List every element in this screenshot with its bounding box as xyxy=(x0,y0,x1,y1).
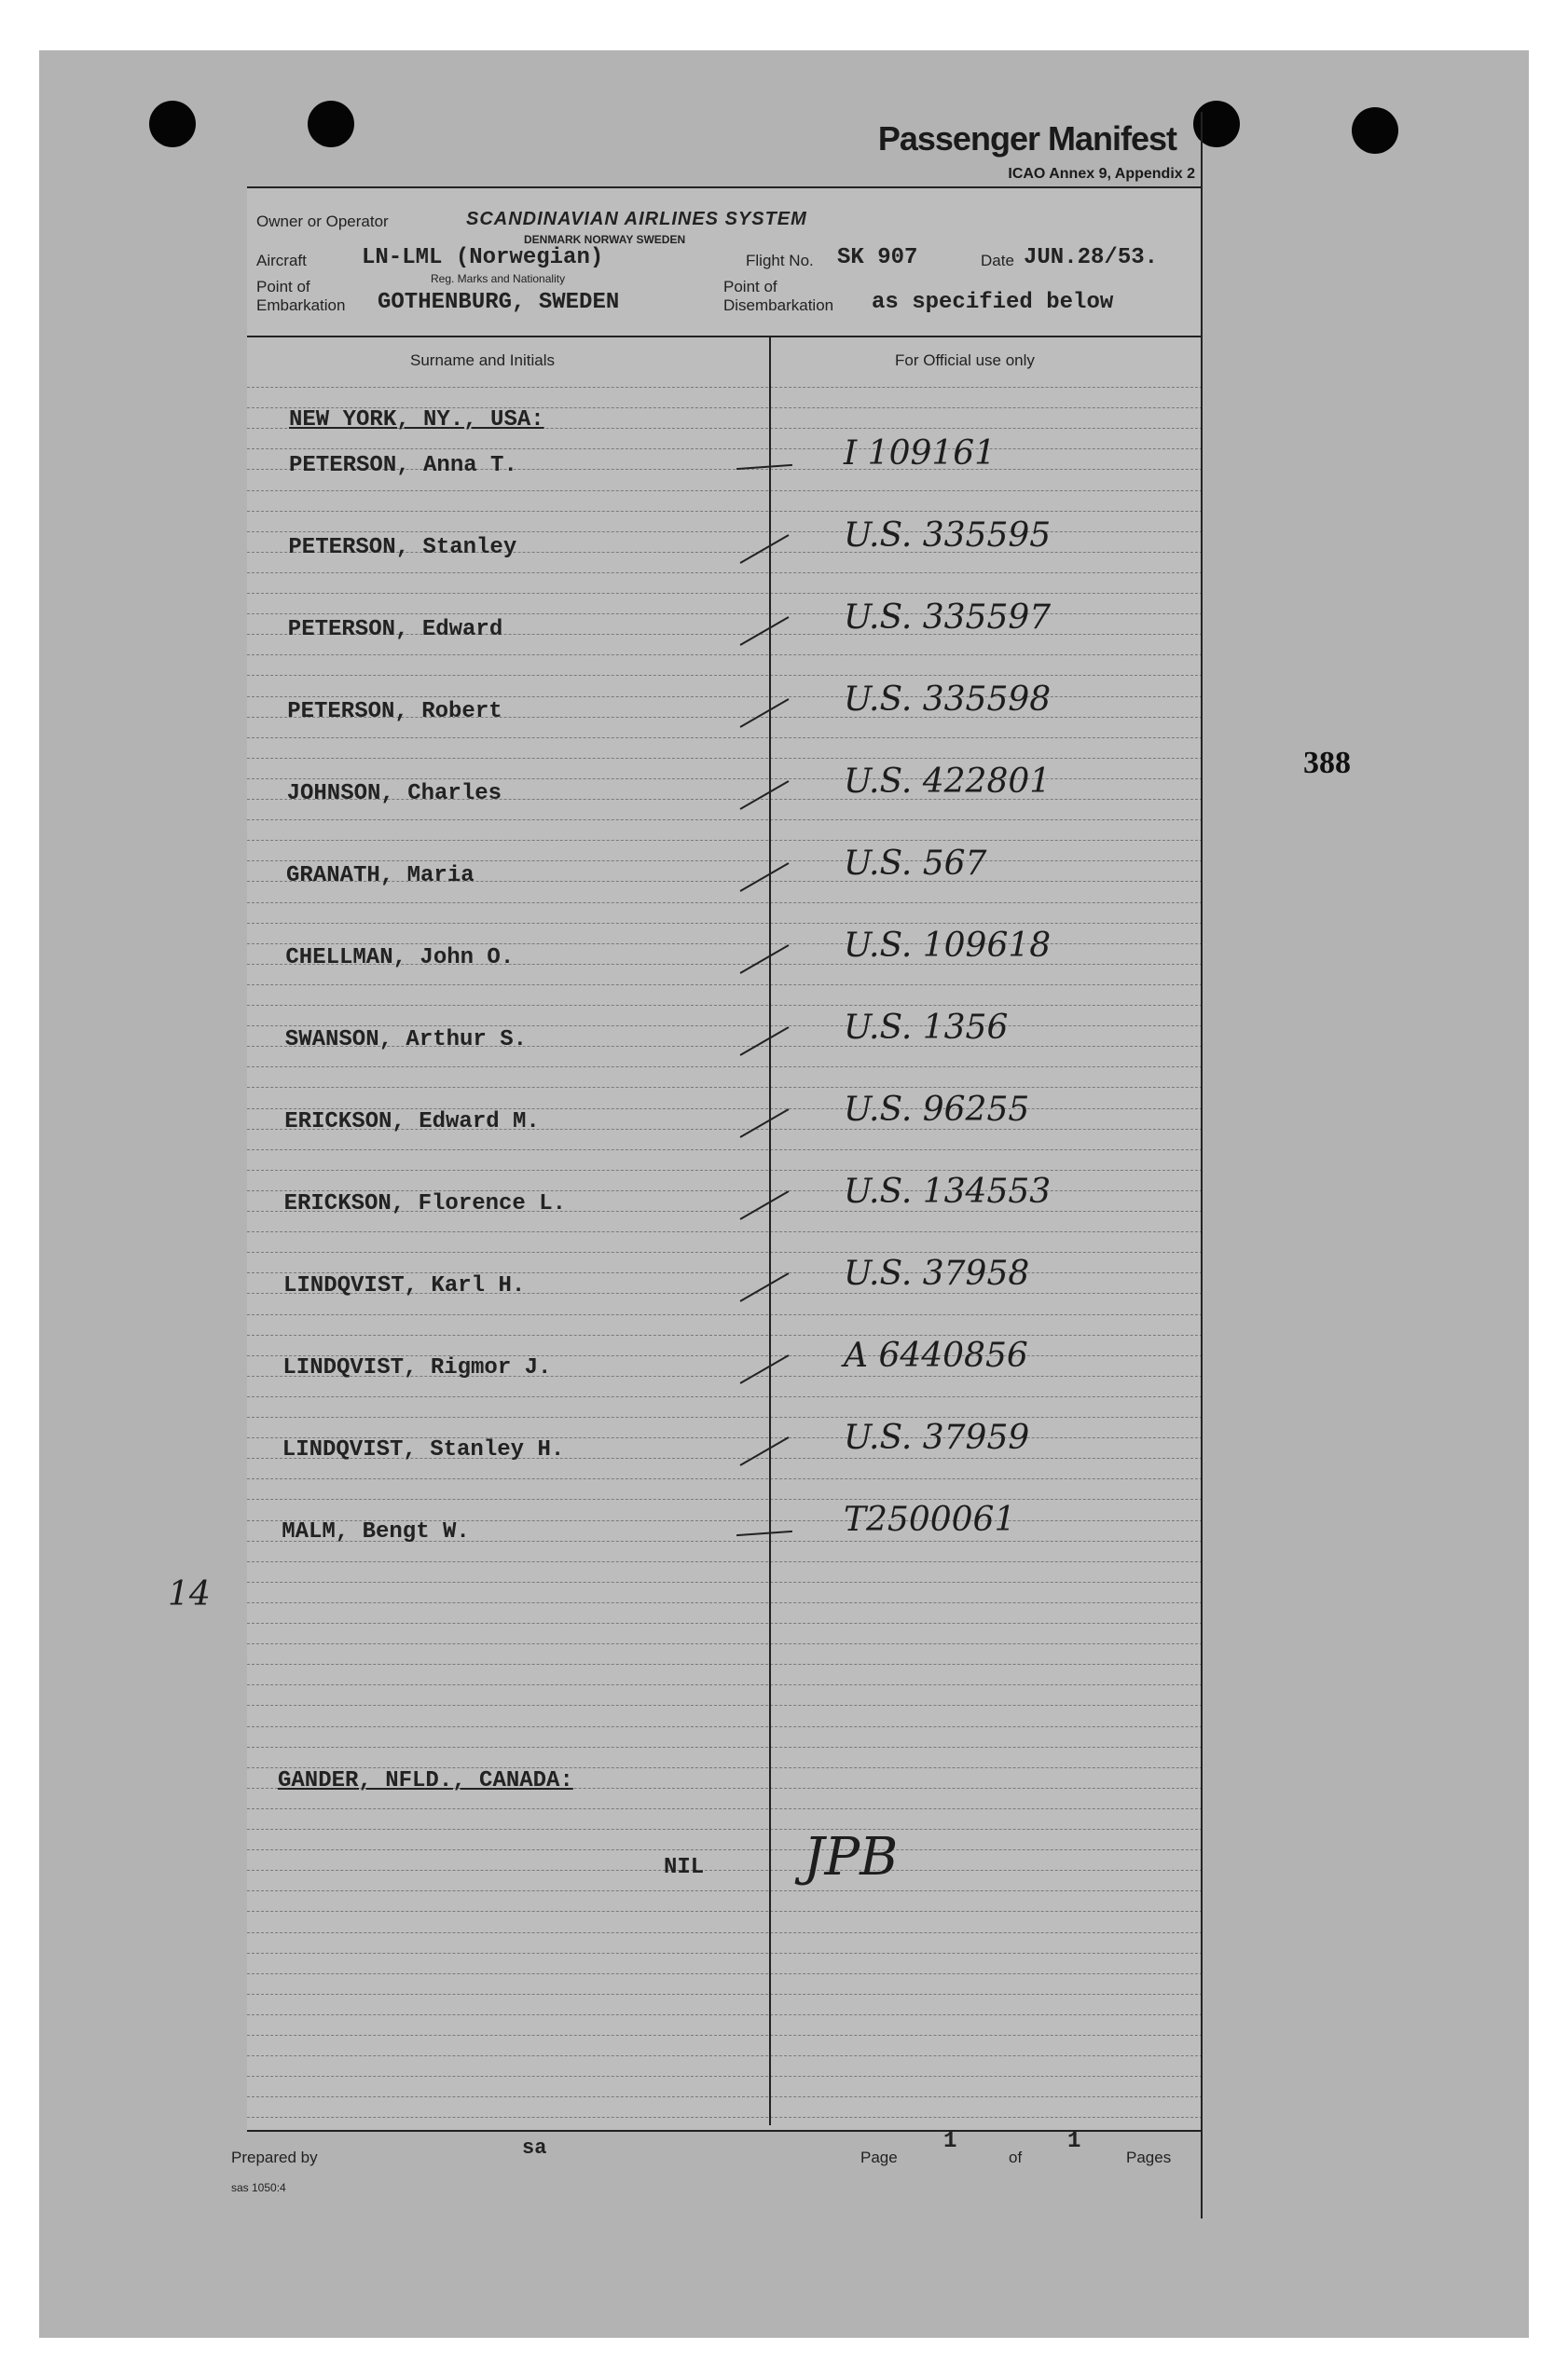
official-entry: U.S. 1356 xyxy=(844,1009,1009,1047)
ruling-line xyxy=(247,1870,1203,1871)
aircraft-value: LN-LML (Norwegian) xyxy=(362,245,604,270)
ruling-line xyxy=(247,1808,1203,1809)
ruling-line xyxy=(247,2055,1203,2056)
of-value: 1 xyxy=(1067,2129,1081,2154)
passenger-name: CHELLMAN, John O. xyxy=(285,945,515,970)
official-entry: U.S. 96255 xyxy=(844,1091,1030,1129)
page-value: 1 xyxy=(943,2129,957,2154)
section-heading-new-york: NEW YORK, NY., USA: xyxy=(289,407,544,433)
ruling-line xyxy=(247,1396,1203,1397)
ruling-line xyxy=(247,1170,1203,1171)
ruling-line xyxy=(247,1684,1203,1685)
passenger-name: LINDQVIST, Karl H. xyxy=(283,1273,526,1298)
official-entry: I 109161 xyxy=(844,434,997,473)
ruling-line xyxy=(247,1705,1203,1706)
header-bottom-rule xyxy=(247,336,1203,337)
disembark-label-1: Point of xyxy=(723,278,777,295)
ruling-line xyxy=(247,923,1203,924)
ruling-line xyxy=(247,490,1203,491)
official-entry: U.S. 335595 xyxy=(844,516,1052,555)
ruling-line xyxy=(247,758,1203,759)
owner-value: SCANDINAVIAN AIRLINES SYSTEM xyxy=(466,209,807,229)
flight-label: Flight No. xyxy=(746,252,814,269)
ruling-line xyxy=(247,1911,1203,1912)
ruling-line xyxy=(247,572,1203,573)
ruling-line xyxy=(247,1932,1203,1933)
ruling-line xyxy=(247,984,1203,985)
passenger-name: LINDQVIST, Stanley H. xyxy=(282,1437,565,1463)
official-entry: U.S. 335597 xyxy=(844,598,1052,637)
form-code: sas 1050:4 xyxy=(231,2181,286,2194)
prepared-by-label: Prepared by xyxy=(231,2149,318,2166)
aircraft-note: Reg. Marks and Nationality xyxy=(431,272,566,285)
disembark-value: as specified below xyxy=(872,290,1114,315)
section-heading-gander: GANDER, NFLD., CANADA: xyxy=(278,1768,573,1793)
punch-hole xyxy=(308,101,354,147)
ruling-line xyxy=(247,448,1203,449)
official-entry: U.S. 422801 xyxy=(844,762,1052,801)
ruling-line xyxy=(247,593,1203,594)
passenger-name: ERICKSON, Florence L. xyxy=(283,1191,567,1216)
official-entry: U.S. 567 xyxy=(844,845,987,883)
ruling-line xyxy=(247,1849,1203,1850)
ruling-line xyxy=(247,613,1203,614)
aircraft-label: Aircraft xyxy=(256,252,307,269)
column-header-names: Surname and Initials xyxy=(410,351,555,369)
ruling-line xyxy=(247,1066,1203,1067)
ruling-line xyxy=(247,1149,1203,1150)
passenger-name: PETERSON, Anna T. xyxy=(289,453,517,478)
punch-hole xyxy=(149,101,196,147)
ruling-line xyxy=(247,1478,1203,1479)
official-entry: U.S. 37959 xyxy=(844,1419,1030,1457)
embark-label-2: Embarkation xyxy=(256,296,346,314)
form-right-border xyxy=(1201,112,1203,2218)
ruling-line xyxy=(247,1829,1203,1830)
passenger-name: PETERSON, Stanley xyxy=(288,535,517,560)
official-entry: A 6440856 xyxy=(844,1337,1028,1375)
ruling-line xyxy=(247,1335,1203,1336)
owner-label: Owner or Operator xyxy=(256,213,389,230)
passenger-name: PETERSON, Edward xyxy=(287,617,503,642)
manifest-title: Passenger Manifest xyxy=(877,119,1176,158)
ruling-line xyxy=(247,675,1203,676)
ruling-line xyxy=(247,860,1203,861)
passenger-name: GRANATH, Maria xyxy=(286,863,475,888)
ruling-line xyxy=(247,1231,1203,1232)
embark-label-1: Point of xyxy=(256,278,310,295)
ruling-line xyxy=(247,1025,1203,1026)
pages-label: Pages xyxy=(1126,2149,1172,2166)
passenger-name: ERICKSON, Edward M. xyxy=(284,1109,540,1134)
ruling-line xyxy=(247,1953,1203,1954)
punch-hole xyxy=(1352,107,1398,154)
prepared-by-value: sa xyxy=(522,2136,547,2160)
ruling-line xyxy=(247,1499,1203,1500)
ruling-line xyxy=(247,1664,1203,1665)
ruling-line xyxy=(247,654,1203,655)
ruling-line xyxy=(247,1005,1203,1006)
header-top-rule xyxy=(247,186,1203,188)
ruling-line xyxy=(247,1314,1203,1315)
ruling-line xyxy=(247,737,1203,738)
nil-entry: NIL xyxy=(664,1855,705,1880)
date-value: JUN.28/53. xyxy=(1024,245,1159,270)
ruling-line xyxy=(247,902,1203,903)
ruling-line xyxy=(247,1890,1203,1891)
ruling-line xyxy=(247,1623,1203,1624)
archive-page-number: 388 xyxy=(1303,746,1351,780)
passenger-name: MALM, Bengt W. xyxy=(282,1519,470,1545)
ruling-line xyxy=(247,1087,1203,1088)
column-divider xyxy=(769,336,771,2125)
ruling-line xyxy=(247,778,1203,779)
ruling-line xyxy=(247,531,1203,532)
passenger-count: 14 xyxy=(168,1575,211,1614)
ruling-line xyxy=(247,2035,1203,2036)
ruling-line xyxy=(247,2076,1203,2077)
official-entry: U.S. 335598 xyxy=(844,680,1052,719)
passenger-name: JOHNSON, Charles xyxy=(286,781,502,806)
passenger-name: SWANSON, Arthur S. xyxy=(284,1027,528,1052)
manifest-subtitle: ICAO Annex 9, Appendix 2 xyxy=(1008,166,1195,182)
ruling-line xyxy=(247,387,1203,388)
ruling-line xyxy=(247,1582,1203,1583)
official-initials: JPB xyxy=(804,1827,899,1888)
official-entry: U.S. 134553 xyxy=(844,1173,1052,1211)
ruling-line xyxy=(247,2014,1203,2015)
ruling-line xyxy=(247,511,1203,512)
ruling-line xyxy=(247,1643,1203,1644)
flight-value: SK 907 xyxy=(837,245,918,270)
date-label: Date xyxy=(981,252,1014,269)
ruling-line xyxy=(247,1561,1203,1562)
official-entry: U.S. 37958 xyxy=(844,1255,1030,1293)
ruling-line xyxy=(247,819,1203,820)
ruling-line xyxy=(247,1417,1203,1418)
owner-countries: DENMARK NORWAY SWEDEN xyxy=(524,233,686,246)
column-header-official: For Official use only xyxy=(895,351,1035,369)
page-label: Page xyxy=(860,2149,898,2166)
ruling-line xyxy=(247,1747,1203,1748)
official-entry: U.S. 109618 xyxy=(844,927,1052,965)
ruling-line xyxy=(247,840,1203,841)
ruling-line xyxy=(247,943,1203,944)
ruling-line xyxy=(247,696,1203,697)
embark-value: GOTHENBURG, SWEDEN xyxy=(378,290,620,315)
passenger-name: LINDQVIST, Rigmor J. xyxy=(282,1355,552,1380)
disembark-label-2: Disembarkation xyxy=(723,296,834,314)
ruling-line xyxy=(247,2117,1203,2118)
ruling-line xyxy=(247,1994,1203,1995)
ruling-line xyxy=(247,1726,1203,1727)
ruling-line xyxy=(247,1252,1203,1253)
of-label: of xyxy=(1009,2149,1023,2166)
footer-rule xyxy=(247,2130,1203,2132)
official-entry: T2500061 xyxy=(844,1501,1016,1539)
ruling-line xyxy=(247,1602,1203,1603)
ruling-line xyxy=(247,1973,1203,1974)
ruling-line xyxy=(247,2096,1203,2097)
passenger-name: PETERSON, Robert xyxy=(287,699,502,724)
